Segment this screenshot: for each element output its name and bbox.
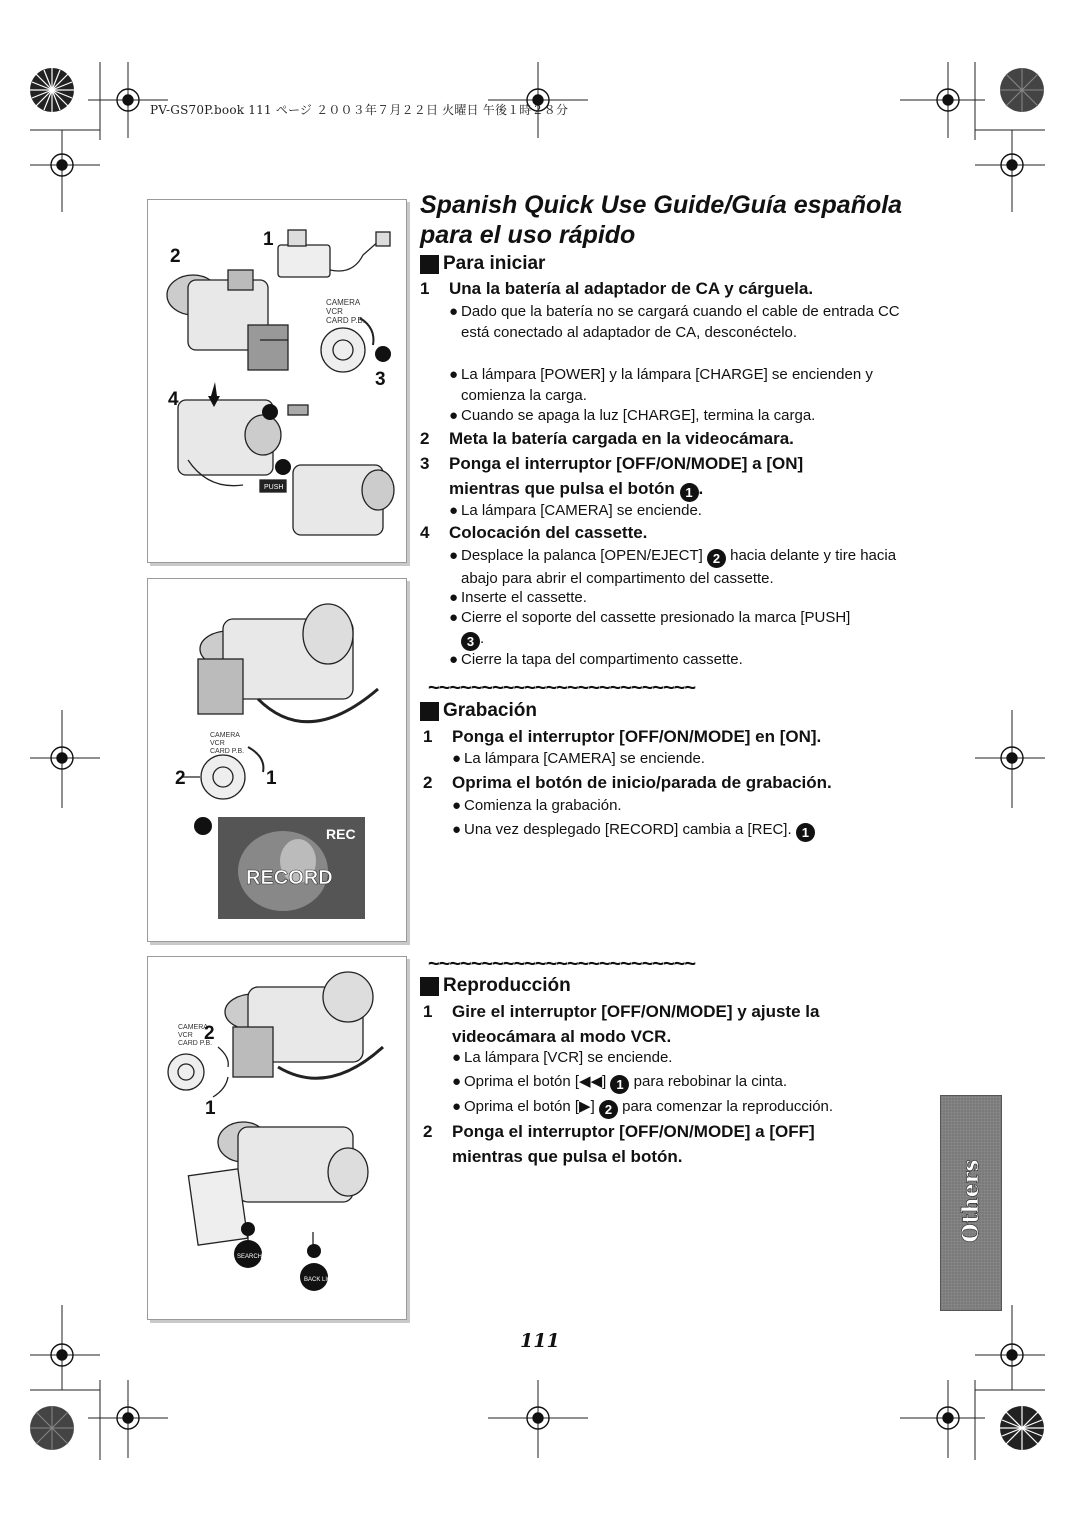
bullet-text: Dado que la batería no se cargará cuando el cable de entrada CC está conectado al adaptador de CA, desconéctelo.	[461, 303, 900, 341]
bullet-text: La lámpara [POWER] y la lámpara [CHARGE] se encienden y comienza la carga.	[461, 366, 873, 404]
section-heading-reproduccion	[420, 975, 571, 997]
section-heading-text: Grabación	[443, 700, 537, 721]
bullet-icon: ●	[452, 1049, 462, 1066]
bullet-text-part: Una vez desplegado [RECORD] cambia a [REC].	[464, 821, 792, 838]
mode-label-vcr: VCR	[210, 740, 225, 747]
bullet-icon: ●	[449, 502, 459, 519]
figure-recording	[147, 578, 407, 942]
figure-playback	[147, 956, 407, 1320]
side-tab-others[interactable]	[940, 1095, 1002, 1311]
section-square-icon	[420, 977, 439, 996]
step-number: 2	[420, 429, 430, 448]
section-square-icon	[420, 702, 439, 721]
section-square-icon	[420, 255, 439, 274]
file-header: PV-GS70P.book 111 ページ ２００３年７月２２日 火曜日 午後１時２８分	[150, 103, 569, 117]
bullet-icon: ●	[452, 1073, 462, 1090]
step-text	[449, 451, 919, 502]
bullet-text: La lámpara [CAMERA] se enciende.	[464, 750, 705, 767]
search-button-label: SEARCH	[237, 1254, 263, 1260]
mode-label-cardpb: CARD P.B.	[178, 1040, 213, 1047]
figure-battery-cassette-drawing	[148, 200, 406, 562]
bullet-text-part: para rebobinar la cinta.	[633, 1073, 788, 1090]
step-text: Gire el interruptor [OFF/ON/MODE] y ajuste la videocámara al modo VCR.	[452, 1002, 820, 1046]
bullet-item	[452, 1047, 912, 1068]
bullet-text-part: Cierre el soporte del cassette presionado la marca [PUSH]	[461, 609, 851, 626]
fig3-label-1: 1	[205, 1098, 216, 1119]
bullet-icon: ●	[449, 366, 459, 383]
bullet-icon: ●	[452, 750, 462, 767]
step-text-end: .	[698, 479, 704, 498]
push-label: PUSH	[264, 484, 284, 491]
bullet-item	[452, 1096, 912, 1119]
circled-number-icon: 1	[796, 823, 815, 842]
section-separator: ~~~~~~~~~~~~~~~~~~~~~~~~~	[428, 677, 695, 699]
bullet-item	[452, 795, 912, 816]
bullet-icon: ●	[449, 303, 459, 320]
mode-label-camera: CAMERA	[326, 298, 361, 307]
figure-battery-cassette	[147, 199, 407, 563]
step-number: 2	[423, 1122, 433, 1141]
mode-label-camera: CAMERA	[178, 1024, 208, 1031]
mode-label-cardpb: CARD P.B.	[326, 316, 365, 325]
bullet-item	[452, 748, 912, 769]
bullet-icon: ●	[449, 589, 459, 606]
bullet-item	[452, 1071, 912, 1094]
bullet-text-part: Desplace la palanca [OPEN/EJECT]	[461, 547, 703, 564]
bullet-text-part: .	[480, 630, 485, 647]
step-number: 1	[423, 727, 433, 746]
fig1-label-4: 4	[168, 389, 179, 410]
page-title: Spanish Quick Use Guide/Guía española para el uso rápido	[420, 191, 903, 249]
bullet-item	[449, 500, 909, 521]
step-text: Ponga el interruptor [OFF/ON/MODE] en [ON].	[452, 727, 822, 746]
page-number: 111	[520, 1330, 560, 1352]
screen-rec-label: REC	[326, 826, 356, 842]
bullet-item	[449, 364, 909, 406]
step-text: Oprima el botón de inicio/parada de grabación.	[452, 773, 832, 792]
bullet-item	[449, 649, 909, 670]
step-text: Ponga el interruptor [OFF/ON/MODE] a [OFF] mientras que pulsa el botón.	[452, 1122, 815, 1166]
fig1-label-2: 2	[170, 246, 181, 267]
bullet-icon: ●	[449, 547, 459, 564]
side-tab-label: Others	[958, 1159, 984, 1243]
step-number: 3	[420, 454, 430, 473]
bullet-icon: ●	[449, 651, 459, 668]
mode-label-camera: CAMERA	[210, 732, 240, 739]
bullet-text-part: Oprima el botón [▶]	[464, 1098, 595, 1115]
circled-number-icon: 1	[610, 1075, 629, 1094]
fig1-label-1: 1	[263, 229, 274, 250]
step-number: 2	[423, 773, 433, 792]
step-text: Una la batería al adaptador de CA y cárguela.	[449, 279, 814, 298]
step-text-line: mientras que pulsa el botón	[449, 479, 675, 498]
figure-recording-drawing	[148, 579, 406, 941]
circled-number-icon: 1	[680, 483, 699, 502]
screen-record-label: RECORD	[246, 867, 333, 889]
step-number: 1	[420, 279, 430, 298]
bullet-text: Cierre la tapa del compartimento cassette.	[461, 651, 743, 668]
bullet-text	[452, 1071, 912, 1094]
bullet-text: La lámpara [VCR] se enciende.	[464, 1049, 673, 1066]
bullet-item	[449, 301, 909, 343]
step-text-line: Ponga el interruptor [OFF/ON/MODE] a [ON]	[449, 454, 804, 473]
section-heading-iniciar	[420, 253, 545, 275]
fig2-label-1: 1	[266, 768, 277, 789]
fig1-label-3: 3	[375, 369, 386, 390]
bullet-item	[452, 819, 912, 842]
fig3-label-2: 2	[204, 1023, 215, 1044]
step-number: 4	[420, 523, 430, 542]
bullet-text: Comienza la grabación.	[464, 797, 622, 814]
section-heading-grabacion	[420, 700, 537, 722]
bullet-text	[449, 545, 909, 589]
bullet-text-part: hacia delante y tire hacia abajo para abrir el compartimento del cassette.	[461, 547, 897, 587]
bullet-text-part: para comenzar la reproducción.	[622, 1098, 834, 1115]
mode-label-vcr: VCR	[326, 307, 343, 316]
backlight-button-label: BACK LIGHT	[304, 1277, 340, 1283]
bullet-text: Cuando se apaga la luz [CHARGE], termina la carga.	[461, 407, 816, 424]
circled-number-icon: 2	[707, 549, 726, 568]
section-heading-text: Para iniciar	[443, 253, 546, 274]
bullet-text: Inserte el cassette.	[461, 589, 587, 606]
bullet-text	[452, 819, 912, 842]
step-number: 1	[423, 1002, 433, 1021]
bullet-text: La lámpara [CAMERA] se enciende.	[461, 502, 702, 519]
section-separator: ~~~~~~~~~~~~~~~~~~~~~~~~~	[428, 953, 695, 975]
figure-playback-drawing	[148, 957, 406, 1319]
bullet-text	[452, 1096, 912, 1119]
bullet-icon: ●	[452, 821, 462, 838]
mode-label-cardpb: CARD P.B.	[210, 748, 245, 755]
bullet-text	[449, 607, 909, 651]
fig2-label-2: 2	[175, 768, 186, 789]
bullet-item	[449, 545, 909, 589]
bullet-item	[449, 587, 909, 608]
mode-label-vcr: VCR	[178, 1032, 193, 1039]
bullet-icon: ●	[449, 609, 459, 626]
bullet-item	[449, 405, 909, 426]
bullet-text-part: Oprima el botón [◀◀]	[464, 1073, 607, 1090]
circled-number-icon: 3	[461, 632, 480, 651]
step-text: Meta la batería cargada en la videocámara.	[449, 429, 794, 448]
section-heading-text: Reproducción	[443, 975, 571, 996]
bullet-icon: ●	[449, 407, 459, 424]
bullet-item	[449, 607, 909, 651]
bullet-icon: ●	[452, 1098, 462, 1115]
bullet-icon: ●	[452, 797, 462, 814]
circled-number-icon: 2	[599, 1100, 618, 1119]
step-text: Colocación del cassette.	[449, 523, 648, 542]
